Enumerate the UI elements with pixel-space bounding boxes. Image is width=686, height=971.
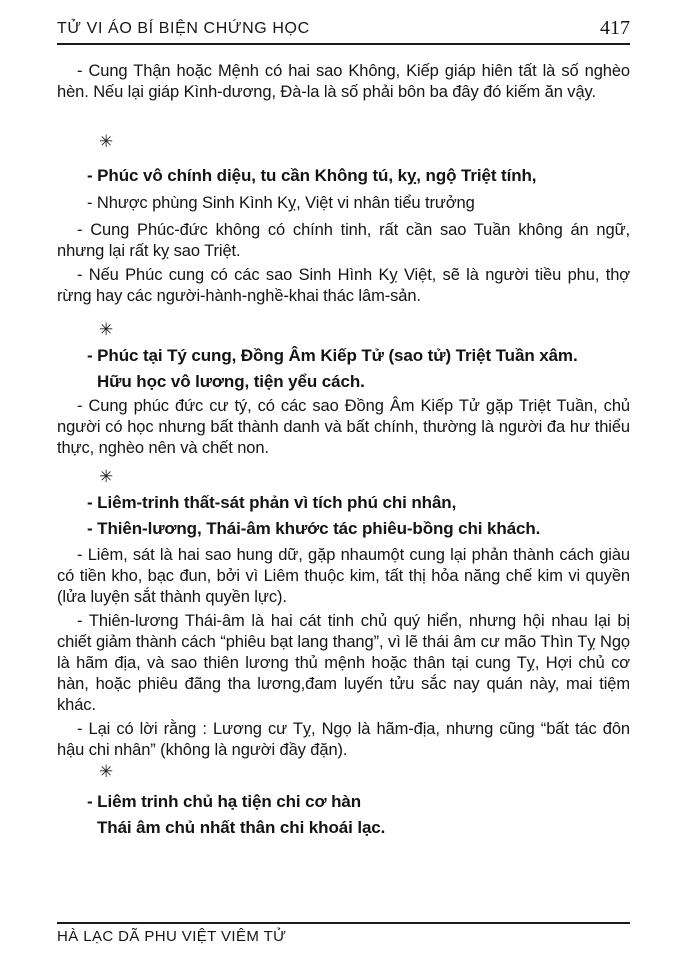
verse-line: Hữu học vô lương, tiện yểu cách. xyxy=(97,372,365,391)
paragraph: - Cung Thận hoặc Mệnh có hai sao Không, Kiếp giáp hiên tất là số nghèo hèn. Nếu lại giáp Kình-dương, Đà-la là số phải bôn ba đây đó kiếm ăn vậy. xyxy=(57,62,630,101)
paragraph: - Liêm, sát là hai sao hung dữ, gặp nhaumột cung lại phản thành cách giàu có tiền kho, bạc đun, bởi vì Liêm thuộc kim, tất thị hỏa năng chế kim vi quyền (lửa luyện sắt thành quyền lực). xyxy=(57,546,630,606)
paragraph: - Nếu Phúc cung có các sao Sinh Hình Kỵ Việt, sẽ là người tiều phu, thợ rừng hay các người-hành-nghề-khai thác lâm-sản. xyxy=(57,266,630,305)
verse-line: Thái âm chủ nhất thân chi khoái lạc. xyxy=(97,818,386,837)
paragraph: - Cung Phúc-đức không có chính tinh, rất cần sao Tuần không án ngữ, nhưng lại rất kỵ sao Triệt. xyxy=(57,221,630,260)
section-star-icon: ✳ xyxy=(99,132,114,151)
page-number: 417 xyxy=(600,17,630,39)
section-star-icon: ✳ xyxy=(99,467,114,486)
verse-line: - Phúc vô chính diệu, tu cần Không tú, kỵ, ngộ Triệt tính, xyxy=(87,166,537,185)
running-title: TỬ VI ÁO BÍ BIỆN CHỨNG HỌC xyxy=(57,20,310,37)
paragraph: - Cung phúc đức cư tý, có các sao Đồng Âm Kiếp Tử gặp Triệt Tuần, chủ người có học nhưng bất thành danh và bất chính, thường là người đa hư thiểu thực, nghèo nên và chết non. xyxy=(57,397,630,457)
verse-line: - Phúc tại Tý cung, Đồng Âm Kiếp Tử (sao tử) Triệt Tuần xâm. xyxy=(87,346,578,365)
paragraph: - Lại có lời rằng : Lương cư Tỵ, Ngọ là hãm-địa, nhưng cũng “bất tác đôn hậu chi nhân” (không là người đầy đặn). xyxy=(57,720,630,759)
footer-author: HÀ LẠC DÃ PHU VIỆT VIÊM TỬ xyxy=(57,928,287,945)
section-star-icon: ✳ xyxy=(99,320,114,339)
page-header xyxy=(57,18,630,45)
verse-line: - Thiên-lương, Thái-âm khước tác phiêu-bồng chi khách. xyxy=(87,519,541,538)
page-footer xyxy=(57,922,630,945)
section-star-icon: ✳ xyxy=(99,762,114,781)
verse-line: - Liêm-trinh thất-sát phản vì tích phú chi nhân, xyxy=(87,493,457,512)
verse-line: - Liêm trinh chủ hạ tiện chi cơ hàn xyxy=(87,792,362,811)
paragraph: - Thiên-lương Thái-âm là hai cát tinh chủ quý hiển, nhưng hội nhau lại bị chiết giảm thành cách “phiêu bạt lang thang”, vì lẽ thái âm cư mão Thìn Tỵ Ngọ là hãm địa, và sao thiên lương thủ mệnh hoặc thân tại cung Tỵ, Hợi chủ cơ hàn, hoặc phiêu đãng tha lương,đam luyến tửu sắc nay quán này, mai tiệm khác. xyxy=(57,612,630,714)
verse-line: - Nhược phùng Sinh Kình Kỵ, Việt vi nhân tiểu trưởng xyxy=(87,194,475,212)
page-content xyxy=(57,18,630,839)
